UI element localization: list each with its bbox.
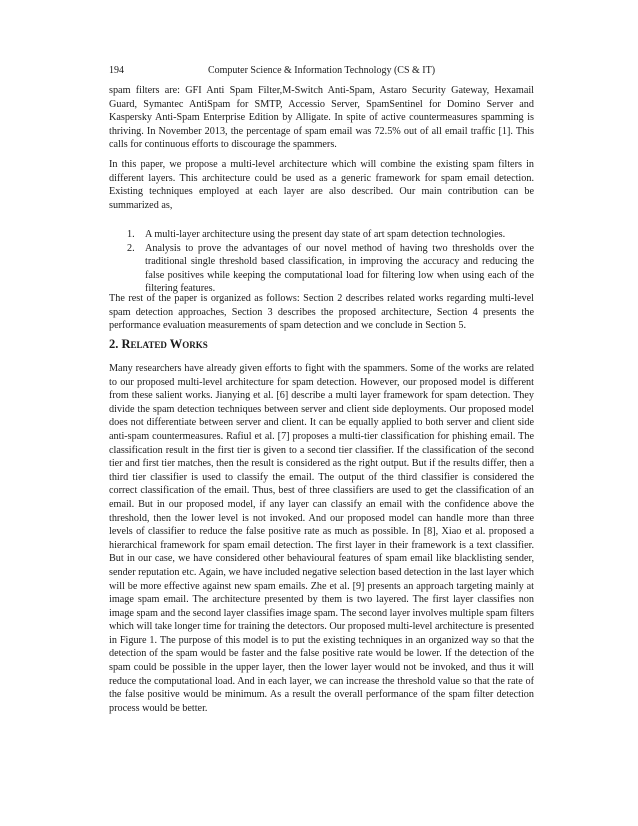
list-item-text: A multi-layer architecture using the present day state of art spam detection technologies. bbox=[145, 229, 506, 240]
list-item bbox=[109, 242, 534, 296]
journal-title: Computer Science & Information Technology (CS & IT) bbox=[207, 65, 436, 76]
paragraph-related-works: Many researchers have already given efforts to fight with the spammers. Some of the works are related to our proposed multi-level architecture for spam detection. However, our proposed model is different from these salient works. Jianying et al. [6] describe a multi layer framework for spam detection. They divide the spam detection techniques between server and client side deployments. Our proposed model does not differentiate between server and client. It can be equally applied to both server and client side anti-spam countermeasures. Rafiul et al. [7] proposes a multi-tier classification for phishing email. The classification result in the first tier is given to a second tier classifier. If the classification of the second tier and first tier matches, then the result is considered as the right output. But if the results differ, then a third tier classifier is used to classify the email. The output of the third classifier is considered the correct classification of the email. Thus, best of three classifiers are used to get the classification of an email. But in our proposed model, if any layer can classify an email with the confidence above the threshold, then the lower level is not invoked. And our proposed model can handle more than three levels of classifier to reduce the false positive rate as much as possible. In [8], Xiao et al. proposed a hierarchical framework for spam email detection. The first layer in their framework is a text classifier. But in our case, we have considered other behavioural features of spam email like blacklisting sender, sender reputation etc. Again, we have included negative selection based detection in the last layer which will be more effective against new spam emails. Zhe et al. [9] presents an approach targeting mainly at image spam email. The architecture presented by them is two layered. The first layer classifies non image spam and the second layer classifies image spam. The second layer involves multiple spam filters which will take longer time for training the detectors. Our proposed multi-level architecture is presented in Figure 1. The purpose of this model is to put the existing techniques in an organized way so that the detection of the spam would be faster and the false positive rate would be lower. If the detection of the spam could be possible in the upper layer, then the lower layer would not be invoked, and thus it will reduce the computational load. And in each layer, we can increase the threshold value so that the rate of the false positive would be minimum. As a result the overall performance of the spam filter detection process would be better. bbox=[109, 363, 534, 714]
page-number: 194 bbox=[109, 65, 124, 76]
list-item-number: 1. bbox=[127, 229, 135, 240]
section-heading bbox=[109, 336, 208, 352]
paragraph-spam-filters: spam filters are: GFI Anti Spam Filter,M-Switch Anti-Spam, Astaro Security Gateway, Hexamail Guard, Symantec AntiSpam for SMTP, Accessio Server, SpamSentinel for Domino Server and Kaspersky Anti-Spam Enterprise Edition by Alligate. In spite of active countermeasures spamming is thriving. In November 2013, the percentage of spam email was 72.5% out of all email traffic [1]. This calls for continuous efforts to discourage the spammers. bbox=[109, 85, 534, 151]
list-item-number: 2. bbox=[127, 242, 135, 254]
list-item-text: Analysis to prove the advantages of our novel method of having two thresholds over the traditional single threshold based classification, in improving the accuracy and reducing the false positives while keeping the computational load for filtering low when using each of the filtering features. bbox=[145, 242, 534, 295]
running-header bbox=[109, 64, 534, 78]
section-title-text: Related Works bbox=[121, 337, 208, 351]
list-item bbox=[109, 228, 534, 242]
paragraph-organization: The rest of the paper is organized as follows: Section 2 describes related works regarding multi-level spam detection approaches, Section 3 describes the proposed architecture, Section 4 presents the performance evaluation measurements of spam detection and we conclude in Section 5. bbox=[109, 293, 534, 332]
section-number: 2. bbox=[109, 337, 119, 351]
contribution-list bbox=[109, 228, 534, 296]
paragraph-proposal: In this paper, we propose a multi-level architecture which will combine the existing spam filters in different layers. This architecture could be used as a generic framework for spam email detection. Existing techniques employed at each layer are also described. Our main contribution can be summarized as, bbox=[109, 159, 534, 211]
